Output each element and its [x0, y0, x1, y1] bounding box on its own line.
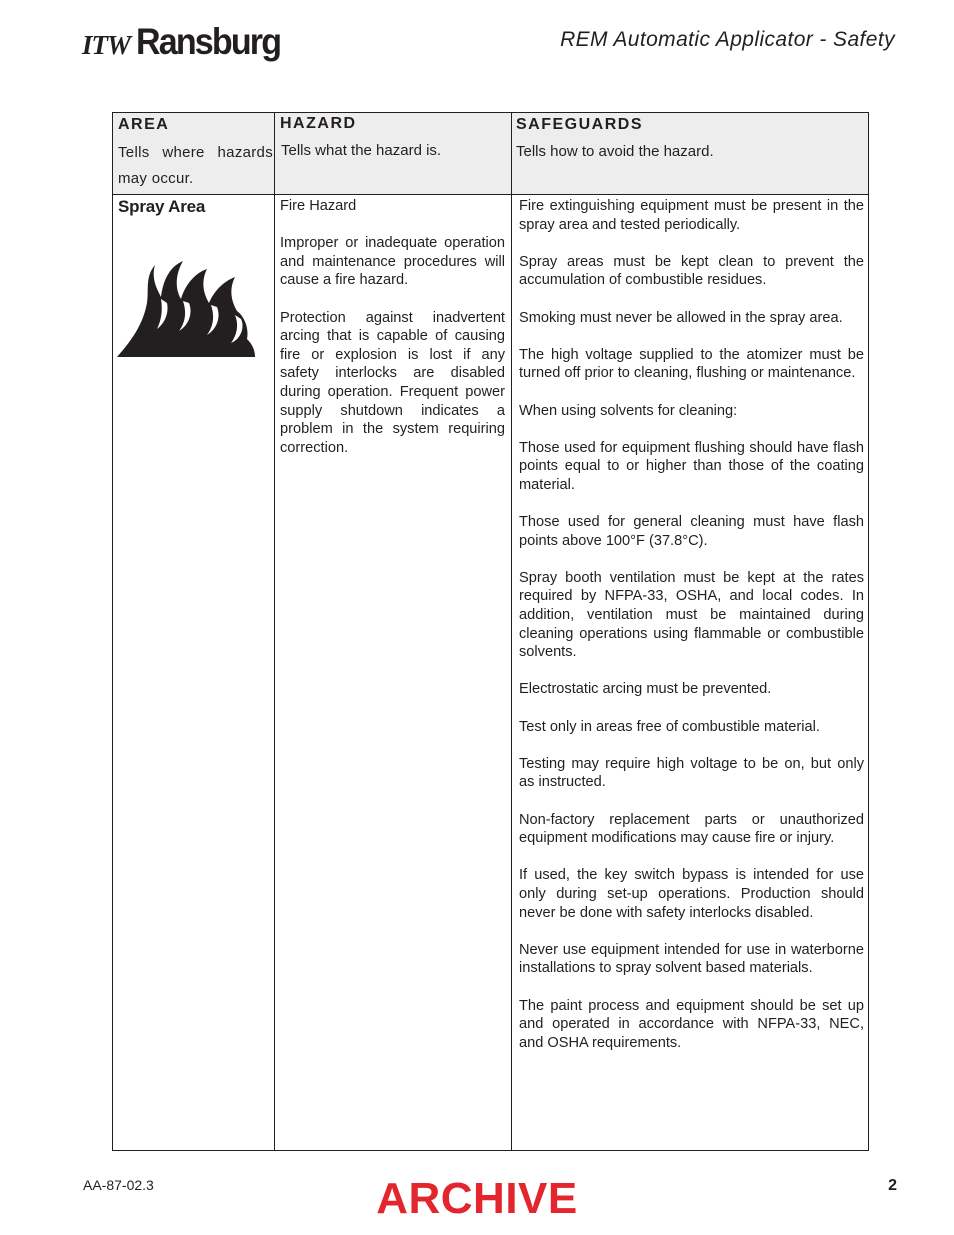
page-title: REM Automatic Applicator - Safety: [560, 28, 895, 51]
safeguard-paragraph: Those used for equipment flushing should have flash points equal to or higher than those of the coating material.: [519, 439, 864, 493]
hazard-paragraph: Protection against inadvertent arcing that is capable of causing fire or explosion is lost if any safety interlocks are disabled during operation. Frequent power supply shutdown indicates a problem in the system requiring correction.: [280, 309, 505, 456]
safeguard-paragraph: Electrostatic arcing must be prevented.: [519, 681, 772, 698]
logo-prefix: ITW: [82, 30, 131, 60]
area-spray-area: Spray Area: [118, 197, 206, 216]
column-desc-safeguards: Tells how to avoid the hazard.: [516, 143, 714, 160]
column-desc-hazard: Tells what the hazard is.: [281, 142, 442, 159]
safeguard-paragraph: If used, the key switch bypass is intended for use only during set-up operations. Production should never be done with safety interlocks disabled.: [519, 867, 864, 921]
fire-hazard-icon: [117, 259, 255, 357]
safety-table: [112, 112, 869, 1151]
logo-brand: Ransburg: [136, 21, 281, 62]
column-desc-area: Tells where hazards may occur.: [118, 144, 273, 187]
document-number: AA-87-02.3: [83, 1177, 154, 1193]
column-divider: [511, 113, 512, 1150]
itw-ransburg-logo: [82, 18, 281, 68]
page-number: 2: [888, 1177, 897, 1194]
hazard-cell: [280, 197, 505, 476]
safeguard-paragraph: When using solvents for cleaning:: [519, 402, 738, 419]
safeguards-cell: [519, 197, 864, 1071]
safeguard-paragraph: Spray areas must be kept clean to prevent the accumulation of combustible residues.: [519, 253, 864, 289]
safeguard-paragraph: The paint process and equipment should be set up and operated in accordance with NFPA-33, NEC, and OSHA requirements.: [519, 997, 864, 1051]
safeguard-paragraph: Test only in areas free of combustible material.: [519, 718, 820, 735]
safeguard-paragraph: Those used for general cleaning must have flash points above 100°F (37.8°C).: [519, 514, 864, 549]
safeguard-paragraph: Spray booth ventilation must be kept at the rates required by NFPA-33, OSHA, and local codes. In addition, ventilation must be maintained during cleaning operations using flammable or combustible solvents.: [519, 569, 864, 661]
safeguard-paragraph: Testing may require high voltage to be on, but only as instructed.: [519, 755, 864, 791]
column-title-hazard: HAZARD: [280, 115, 357, 132]
safeguard-paragraph: Smoking must never be allowed in the spray area.: [519, 309, 843, 326]
archive-watermark: ARCHIVE: [376, 1174, 578, 1223]
column-title-safeguards: SAFEGUARDS: [516, 116, 644, 133]
column-divider: [274, 113, 275, 1150]
safeguard-paragraph: Non-factory replacement parts or unauthorized equipment modifications may cause fire or injury.: [519, 811, 864, 847]
hazard-paragraph: Fire Hazard: [280, 198, 357, 214]
hazard-paragraph: Improper or inadequate operation and maintenance procedures will cause a fire hazard.: [280, 235, 505, 289]
safeguard-paragraph: Never use equipment intended for use in waterborne installations to spray solvent based materials.: [519, 941, 864, 977]
table-header-row: [113, 113, 868, 195]
column-title-area: AREA: [118, 116, 170, 133]
safeguard-paragraph: Fire extinguishing equipment must be present in the spray area and tested periodically.: [519, 198, 864, 233]
safeguard-paragraph: The high voltage supplied to the atomizer must be turned off prior to cleaning, flushing or maintenance.: [519, 346, 864, 382]
